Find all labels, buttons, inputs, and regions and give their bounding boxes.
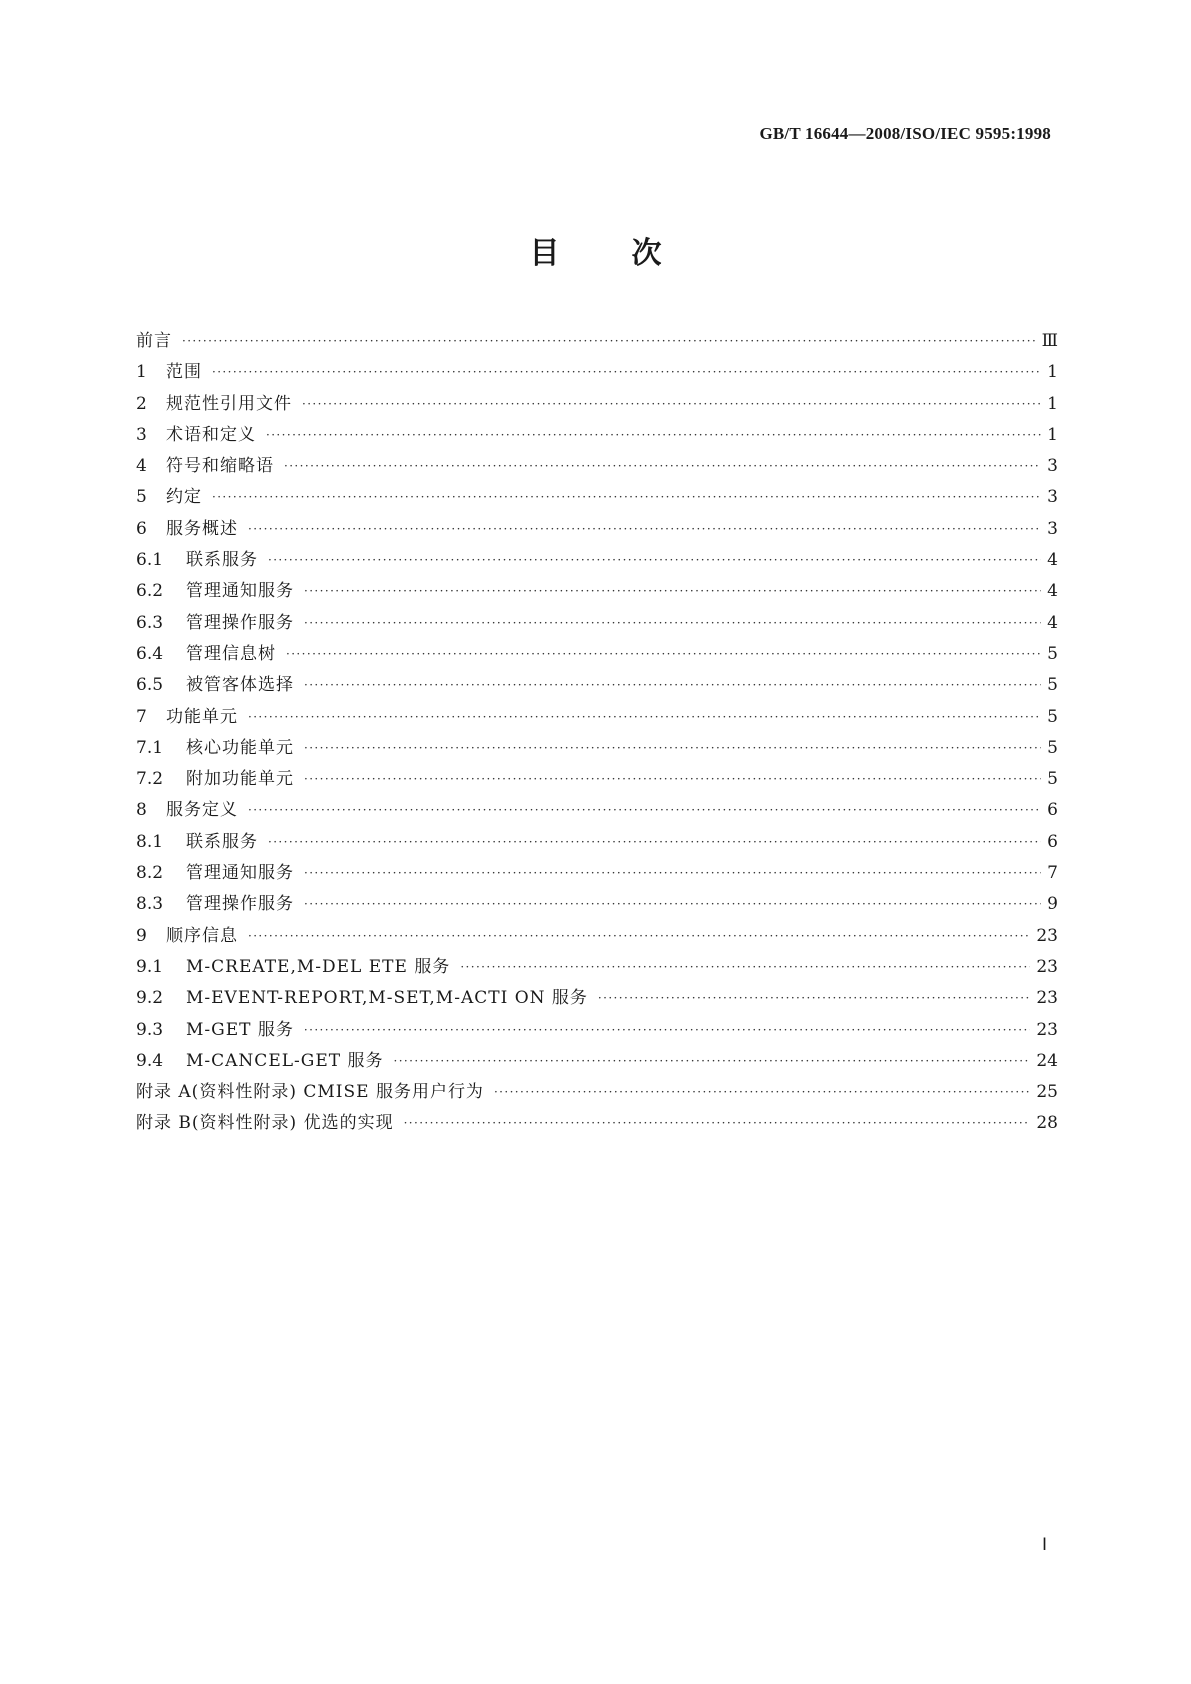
toc-entry[interactable]: [136, 670, 1058, 701]
toc-entry-number: 6.1: [136, 550, 164, 571]
toc-leader-dots: [212, 365, 1041, 379]
toc-leader-dots: [248, 522, 1041, 536]
toc-leader-dots: [304, 772, 1041, 786]
toc-entry-number: 9.2: [136, 988, 164, 1009]
toc-entry-number: 6: [136, 518, 147, 539]
toc-entry-page: 5: [1047, 769, 1058, 790]
toc-entry[interactable]: [136, 514, 1058, 545]
toc-entry-page: 5: [1047, 675, 1058, 696]
toc-leader-dots: [598, 991, 1030, 1005]
toc-entry-number: 7: [136, 706, 147, 727]
toc-entry[interactable]: [136, 952, 1058, 983]
toc-entry-number: 2: [136, 393, 147, 414]
toc-entry-label: M-EVENT-REPORT,M-SET,M-ACTI ON 服务: [186, 988, 588, 1009]
toc-leader-dots: [494, 1085, 1030, 1099]
toc-leader-dots: [286, 647, 1041, 661]
toc-entry[interactable]: [136, 733, 1058, 764]
page-number: Ⅰ: [1041, 1535, 1047, 1554]
toc-entry-label: 管理操作服务: [186, 894, 294, 915]
toc-entry-label: 联系服务: [186, 550, 258, 571]
toc-entry-page: 5: [1047, 737, 1058, 758]
toc-entry[interactable]: [136, 889, 1058, 920]
toc-leader-dots: [304, 678, 1041, 692]
toc-entry-page: 25: [1036, 1082, 1058, 1103]
toc-entry[interactable]: [136, 858, 1058, 889]
toc-entry-label: 规范性引用文件: [166, 393, 292, 414]
toc-entry-number: 6.4: [136, 643, 164, 664]
toc-leader-dots: [304, 741, 1041, 755]
toc-leader-dots: [302, 397, 1041, 411]
toc-leader-dots: [304, 616, 1041, 630]
toc-entry-label: 附录 B(资料性附录) 优选的实现: [136, 1113, 394, 1134]
toc-entry[interactable]: [136, 702, 1058, 733]
toc-entry-number: 8: [136, 800, 147, 821]
toc-entry-number: 6.3: [136, 612, 164, 633]
toc-entry-label: 约定: [166, 487, 202, 508]
toc-leader-dots: [304, 866, 1041, 880]
toc-entry-page: 4: [1047, 550, 1058, 571]
toc-entry-number: 4: [136, 456, 147, 477]
toc-entry-number: 7.2: [136, 769, 164, 790]
toc-leader-dots: [248, 929, 1030, 943]
toc-entry-page: 1: [1047, 424, 1058, 445]
toc-entry-label: 前言: [136, 331, 172, 351]
toc-leader-dots: [182, 334, 1036, 348]
toc-entry-label: 管理通知服务: [186, 863, 294, 884]
toc-entry[interactable]: [136, 827, 1058, 858]
toc-entry-label: M-CANCEL-GET 服务: [186, 1050, 384, 1071]
toc-entry[interactable]: [136, 1077, 1058, 1108]
toc-entry-number: 1: [136, 362, 147, 383]
toc-entry-label: 附加功能单元: [186, 769, 294, 790]
toc-entry-label: 管理操作服务: [186, 612, 294, 633]
toc-entry-number: 9: [136, 925, 147, 946]
toc-entry[interactable]: [136, 482, 1058, 513]
toc-entry-number: 9.1: [136, 956, 164, 977]
toc-entry[interactable]: [136, 921, 1058, 952]
toc-entry-page: 23: [1036, 988, 1058, 1009]
toc-entry-page: 7: [1047, 863, 1058, 884]
toc-entry-label: 术语和定义: [166, 424, 256, 445]
toc-entry-label: 服务概述: [166, 518, 238, 539]
toc-entry-number: 7.1: [136, 737, 164, 758]
toc-entry-label: 核心功能单元: [186, 737, 294, 758]
toc-entry-page: 5: [1047, 643, 1058, 664]
toc-entry-label: 服务定义: [166, 800, 238, 821]
toc-entry-page: 4: [1047, 581, 1058, 602]
toc-entry-page: 23: [1036, 1019, 1058, 1040]
toc-entry-page: Ⅲ: [1041, 331, 1058, 351]
toc-entry-label: M-GET 服务: [186, 1019, 294, 1040]
toc-entry-label: 附录 A(资料性附录) CMISE 服务用户行为: [136, 1082, 484, 1103]
toc-entry-page: 3: [1047, 456, 1058, 477]
toc-entry-number: 6.2: [136, 581, 164, 602]
standard-number: GB/T 16644—2008/ISO/IEC 9595:1998: [759, 124, 1051, 143]
toc-entry-number: 6.5: [136, 675, 164, 696]
page-title: 目次: [529, 236, 734, 271]
toc-entry-page: 24: [1036, 1050, 1058, 1071]
toc-entry-page: 3: [1047, 487, 1058, 508]
toc-leader-dots: [212, 490, 1041, 504]
toc-entry[interactable]: [136, 1015, 1058, 1046]
toc-entry-page: 3: [1047, 518, 1058, 539]
toc-leader-dots: [268, 553, 1041, 567]
toc-entry-number: 9.4: [136, 1050, 164, 1071]
toc-entry-label: 符号和缩略语: [166, 456, 274, 477]
toc-leader-dots: [404, 1116, 1031, 1130]
toc-entry-page: 4: [1047, 612, 1058, 633]
toc-leader-dots: [268, 835, 1041, 849]
toc-entry-number: 8.3: [136, 894, 164, 915]
toc-entry[interactable]: [136, 608, 1058, 639]
toc-entry-number: 9.3: [136, 1019, 164, 1040]
toc-entry-label: M-CREATE,M-DEL ETE 服务: [186, 956, 451, 977]
toc-entry-label: 范围: [166, 362, 202, 383]
toc-entry-page: 23: [1036, 956, 1058, 977]
toc-entry[interactable]: [136, 795, 1058, 826]
toc-entry[interactable]: [136, 389, 1058, 420]
toc-entry[interactable]: [136, 1046, 1058, 1077]
toc-entry[interactable]: [136, 326, 1058, 357]
toc-entry-label: 联系服务: [186, 831, 258, 852]
toc-entry-page: 6: [1047, 831, 1058, 852]
toc-entry-page: 5: [1047, 706, 1058, 727]
toc-entry[interactable]: [136, 357, 1058, 388]
toc-entry[interactable]: [136, 545, 1058, 576]
toc-leader-dots: [284, 459, 1041, 473]
toc-entry-number: 3: [136, 424, 147, 445]
toc-entry[interactable]: [136, 983, 1058, 1014]
toc-entry-number: 5: [136, 487, 147, 508]
toc-entry-label: 被管客体选择: [186, 675, 294, 696]
toc-entry-page: 6: [1047, 800, 1058, 821]
toc-leader-dots: [460, 960, 1030, 974]
toc-entry[interactable]: [136, 1108, 1058, 1139]
toc-entry-label: 顺序信息: [166, 925, 238, 946]
toc-leader-dots: [304, 897, 1041, 911]
toc-leader-dots: [248, 710, 1041, 724]
toc-leader-dots: [248, 803, 1041, 817]
table-of-contents: [136, 326, 1058, 1140]
toc-entry[interactable]: [136, 639, 1058, 670]
toc-entry-label: 管理通知服务: [186, 581, 294, 602]
toc-entry-label: 功能单元: [166, 706, 238, 727]
toc-leader-dots: [266, 428, 1041, 442]
toc-entry-page: 1: [1047, 393, 1058, 414]
toc-leader-dots: [394, 1054, 1031, 1068]
toc-entry-page: 9: [1047, 894, 1058, 915]
toc-entry-label: 管理信息树: [186, 643, 276, 664]
toc-entry-page: 23: [1036, 925, 1058, 946]
toc-entry-number: 8.1: [136, 831, 164, 852]
toc-entry-number: 8.2: [136, 863, 164, 884]
toc-entry[interactable]: [136, 420, 1058, 451]
toc-entry[interactable]: [136, 576, 1058, 607]
toc-entry-page: 1: [1047, 362, 1058, 383]
toc-leader-dots: [304, 584, 1041, 598]
toc-entry[interactable]: [136, 451, 1058, 482]
toc-leader-dots: [304, 1023, 1030, 1037]
toc-entry-page: 28: [1036, 1113, 1058, 1134]
toc-entry[interactable]: [136, 764, 1058, 795]
